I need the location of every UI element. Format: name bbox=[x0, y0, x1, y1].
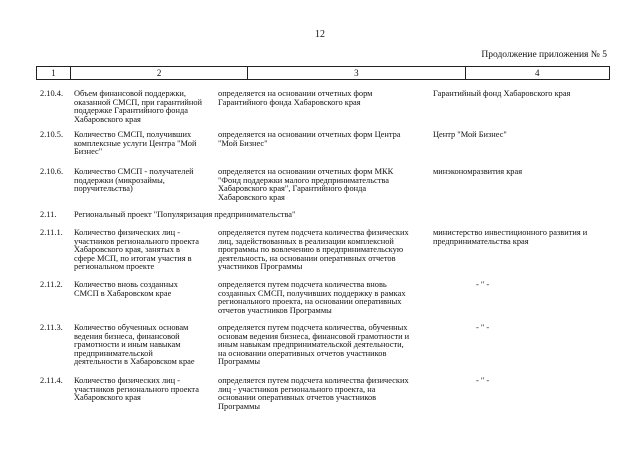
indicator-name: Количество физических лиц - участников регионального проекта Хабаровского края, занятых в сфере МСП, по итогам участия в региональном проекте bbox=[74, 228, 199, 272]
responsible-party: минэкономразвития края bbox=[433, 167, 523, 176]
row-number: 2.10.6. bbox=[40, 167, 64, 176]
indicator-name: Объем финансовой поддержки, оказанной СМСП, при гарантийной поддержке Гарантийного фонда Хабаровского края bbox=[74, 89, 203, 124]
responsible-party: Гарантийный фонд Хабаровского края bbox=[433, 89, 571, 98]
indicator-name: Количество обученных основам ведения бизнеса, финансовой грамотности и иным навыкам предпринимательской деятельности в Хабаровском крае bbox=[74, 323, 195, 367]
calculation-method: определяется на основании отчетных форм Центра "Мой Бизнес" bbox=[218, 130, 401, 148]
responsible-party: - " - bbox=[476, 323, 490, 332]
page-number: 12 bbox=[315, 29, 325, 40]
responsible-party: Центр "Мой Бизнес" bbox=[433, 130, 507, 139]
row-number: 2.10.5. bbox=[40, 130, 64, 139]
calculation-method: определяется путем подсчета количества вновь созданных СМСП, получивших поддержку в рамках регионального проекта, на основании оперативных отчетов участников Программы bbox=[218, 280, 406, 315]
row-number: 2.11.3. bbox=[40, 323, 63, 332]
indicator-name: Количество СМСП - получателей поддержки (микрозаймы, поручительства) bbox=[74, 167, 194, 194]
header-col-4: 4 bbox=[535, 68, 540, 78]
header-col-3: 3 bbox=[248, 67, 465, 79]
row-number: 2.10.4. bbox=[40, 89, 64, 98]
header-col-1: 1 bbox=[37, 67, 71, 79]
calculation-method: определяется путем подсчета количества физических лиц - участников регионального проекта, на основании оперативных отчетов участников Программы bbox=[218, 376, 409, 411]
responsible-party: - " - bbox=[476, 280, 490, 289]
calculation-method: определяется путем подсчета количества физических лиц, задействованных в реализации комплексной программы по вовлечению в предпринимательскую деятельность, на основании оперативных отчетов участников Программы bbox=[218, 228, 409, 272]
indicator-name: Количество физических лиц - участников регионального проекта Хабаровского края bbox=[74, 376, 199, 403]
section-number: 2.11. bbox=[40, 210, 57, 219]
section-title: Региональный проект "Популяризация предпринимательства" bbox=[74, 210, 296, 219]
row-number: 2.11.1. bbox=[40, 228, 63, 237]
indicator-name: Количество вновь созданных СМСП в Хабаровском крае bbox=[74, 280, 178, 298]
row-number: 2.11.4. bbox=[40, 376, 63, 385]
calculation-method: определяется путем подсчета количества, обученных основам ведения бизнеса, финансовой грамотности и иным навыкам предпринимательской деятельности, на основании оперативных отчетов участников Программы bbox=[218, 323, 410, 367]
continuation-note: Продолжение приложения № 5 bbox=[481, 50, 607, 60]
calculation-method: определяется на основании отчетных форм Гарантийного фонда Хабаровского края bbox=[218, 89, 373, 107]
responsible-party: министерство инвестиционного развития и предпринимательства края bbox=[433, 228, 588, 246]
header-col-2: 2 bbox=[71, 67, 248, 79]
row-number: 2.11.2. bbox=[40, 280, 63, 289]
responsible-party: - " - bbox=[476, 376, 490, 385]
indicator-name: Количество СМСП, получивших комплексные услуги Центра "Мой Бизнес" bbox=[74, 130, 197, 157]
calculation-method: определяется на основании отчетных форм МКК "Фонд поддержки малого предпринимательства Хабаровского края", Гарантийного фонда Хабаровского края bbox=[218, 167, 394, 202]
table-header bbox=[36, 66, 610, 80]
